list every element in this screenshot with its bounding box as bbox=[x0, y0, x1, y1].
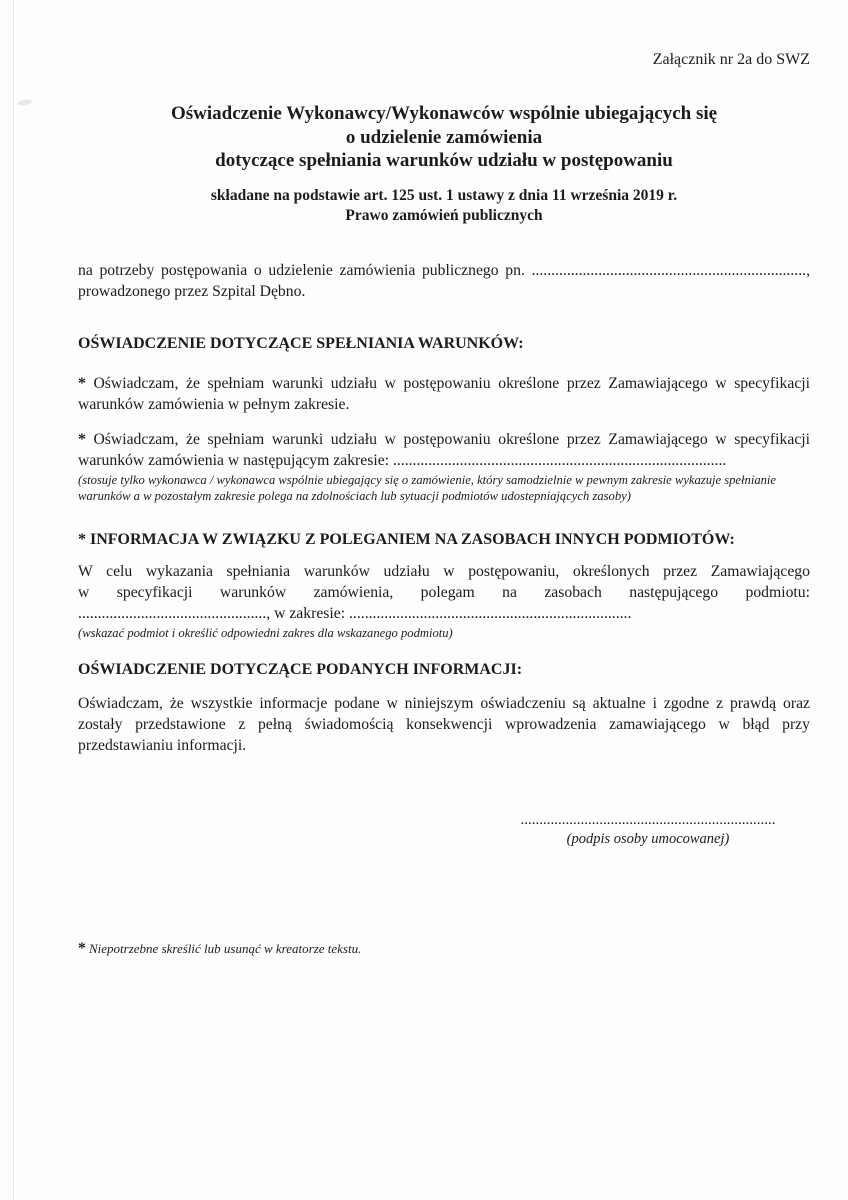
scan-edge-artifact bbox=[13, 0, 14, 1200]
asterisk-marker: * bbox=[78, 430, 86, 448]
third-party-note: (wskazać podmiot i określić odpowiedni zakres dla wskazanego podmiotu) bbox=[78, 625, 453, 640]
intro-line-with-dotted-blank: na potrzeby postępowania o udzielenie zamówienia publicznego pn. ......................................................................, bbox=[78, 261, 810, 279]
footnote bbox=[78, 940, 810, 957]
heading-text: INFORMACJA W ZWIĄZKU Z POLEGANIEM NA ZASOBACH INNYCH PODMIOTÓW: bbox=[90, 530, 735, 548]
document-content bbox=[78, 0, 810, 957]
third-party-paragraph bbox=[78, 561, 810, 624]
signature-dotted-line: .................................................................... bbox=[520, 812, 776, 828]
section-third-party-heading bbox=[78, 530, 810, 550]
paragraph-line: warunków zamówienia w pełnym zakresie. bbox=[78, 395, 350, 413]
intro-line: prowadzonego przez Szpital Dębno. bbox=[78, 282, 306, 300]
paragraph-text: Oświadczam, że spełniam warunki udziału w postępowaniu określone przez Zamawiającego w specyfikacji bbox=[93, 430, 810, 448]
document-title-line: dotyczące spełniania warunków udziału w postępowaniu bbox=[215, 150, 673, 171]
asterisk-marker: * bbox=[78, 374, 86, 392]
paragraph-text: Oświadczam, że spełniam warunki udziału w postępowaniu określone przez Zamawiającego w specyfikacji bbox=[93, 374, 810, 392]
paragraph-line: zostały przedstawione z pełną świadomością konsekwencji wprowadzenia zamawiającego w błąd przy bbox=[78, 716, 810, 733]
legal-basis-line: składane na podstawie art. 125 ust. 1 ustawy z dnia 11 września 2019 r. bbox=[210, 186, 678, 204]
document-title-line: Oświadczenie Wykonawcy/Wykonawców wspólnie ubiegających się bbox=[170, 103, 718, 124]
paragraph-line: przedstawianiu informacji. bbox=[78, 737, 247, 754]
paragraph-line-with-dotted-blank: ................................................, w zakresie: ........................................................................ bbox=[78, 604, 632, 622]
document-title bbox=[78, 102, 810, 173]
information-paragraph bbox=[78, 693, 810, 756]
asterisk-marker: * bbox=[78, 530, 86, 548]
paragraph-line: Oświadczam, że wszystkie informacje podane w niniejszym oświadczeniu są aktualne i zgodne z prawdą oraz bbox=[78, 695, 810, 712]
paragraph-line bbox=[78, 373, 810, 394]
footnote-text: Niepotrzebne skreślić lub usunąć w kreatorze tekstu. bbox=[89, 941, 362, 956]
intro-paragraph bbox=[78, 260, 810, 302]
paragraph-line bbox=[78, 429, 810, 450]
scan-smudge-artifact bbox=[17, 99, 33, 107]
conditions-full-scope-paragraph bbox=[78, 373, 810, 415]
document-title-line: o udzielenie zamówienia bbox=[345, 126, 543, 148]
footnote-asterisk-marker: * bbox=[78, 940, 86, 957]
conditions-partial-scope-paragraph bbox=[78, 429, 810, 471]
attachment-label: Załącznik nr 2a do SWZ bbox=[652, 51, 810, 68]
paragraph-line: W celu wykazania spełniania warunków udziału w postępowaniu, określonych przez Zamawiającego bbox=[78, 562, 810, 580]
section-information-heading: OŚWIADCZENIE DOTYCZĄCE PODANYCH INFORMACJI: bbox=[78, 661, 523, 678]
signature-caption: (podpis osoby umocowanej) bbox=[566, 831, 730, 847]
section-conditions-heading: OŚWIADCZENIE DOTYCZĄCE SPEŁNIANIA WARUNKÓW: bbox=[78, 334, 524, 352]
signature-block bbox=[512, 811, 784, 848]
legal-basis bbox=[78, 186, 810, 226]
paragraph-line: w specyfikacji warunków zamówienia, polegam na zasobach następującego podmiotu: bbox=[78, 583, 810, 601]
legal-basis-line: Prawo zamówień publicznych bbox=[345, 206, 543, 224]
conditions-note: (stosuje tylko wykonawca / wykonawca wspólnie ubiegający się o zamówienie, który samodzielnie w pewnym zakresie wykazuje spełnianie warunków a w pozostałym zakresie polega na zdolnościach lub sytuacji podmiotów udostepniających zasoby) bbox=[78, 472, 776, 503]
paragraph-line-with-dotted-blank: warunków zamówienia w następującym zakresie: ..................................................................................... bbox=[78, 451, 727, 469]
